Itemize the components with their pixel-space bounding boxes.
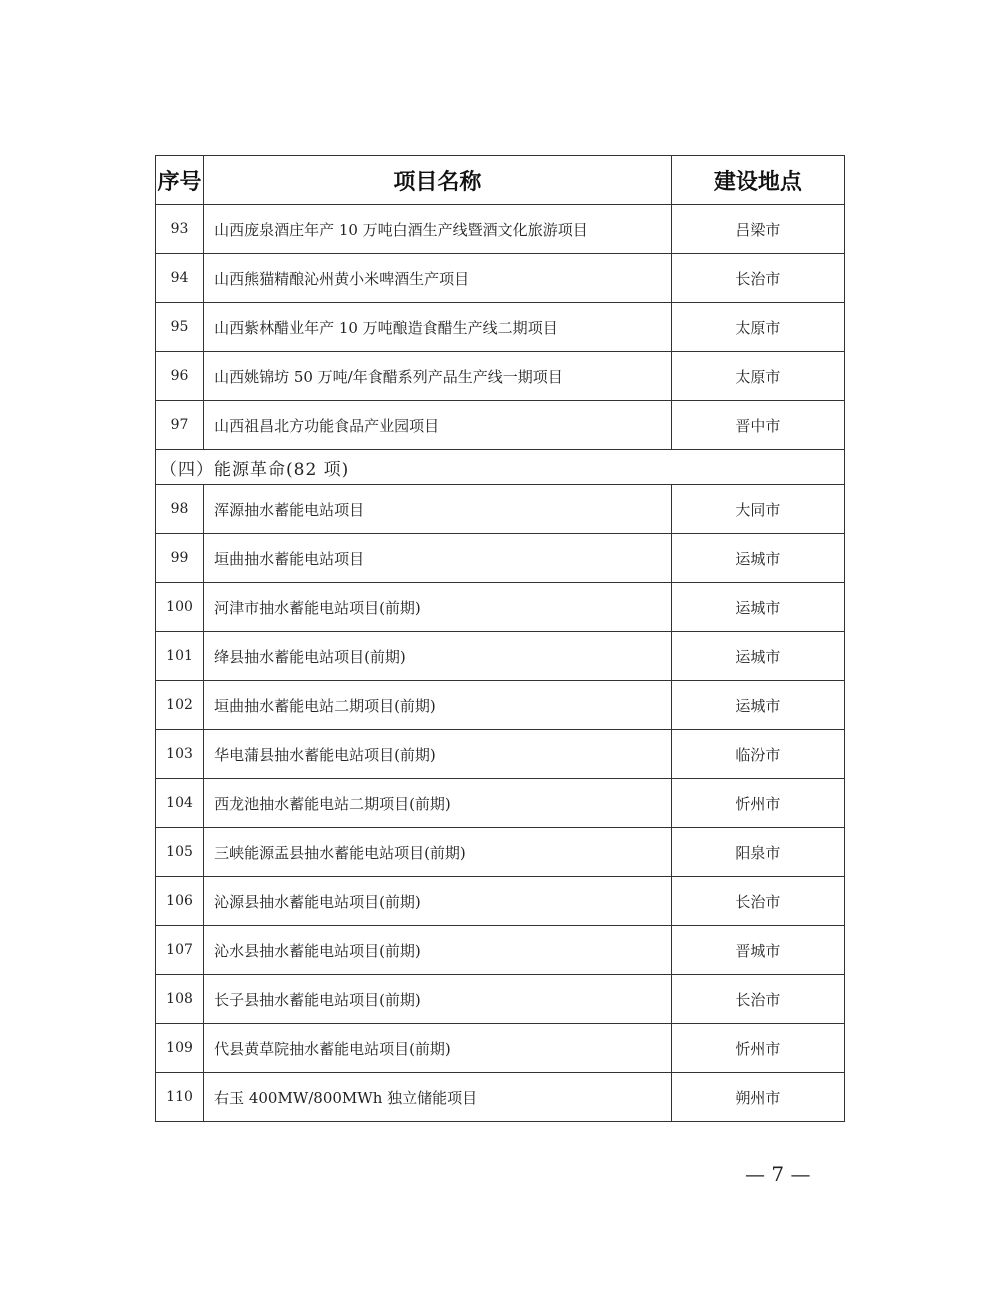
row-location: 忻州市 [671, 779, 844, 828]
row-location: 运城市 [671, 534, 844, 583]
section-group [156, 450, 845, 485]
row-project-name: 山西熊猫精酿沁州黄小米啤酒生产项目 [204, 254, 672, 303]
row-location: 长治市 [671, 975, 844, 1024]
table-row [156, 975, 845, 1024]
row-location: 阳泉市 [671, 828, 844, 877]
table-body-before-section [156, 205, 845, 450]
row-project-name: 山西庞泉酒庄年产 10 万吨白酒生产线暨酒文化旅游项目 [204, 205, 672, 254]
row-project-name: 沁源县抽水蓄能电站项目(前期) [204, 877, 672, 926]
row-project-name: 右玉 400MW/800MWh 独立储能项目 [204, 1073, 672, 1122]
table-row [156, 254, 845, 303]
row-serial-number: 95 [156, 303, 204, 352]
row-serial-number: 103 [156, 730, 204, 779]
row-project-name: 浑源抽水蓄能电站项目 [204, 485, 672, 534]
table-body-after-section [156, 485, 845, 1122]
row-serial-number: 104 [156, 779, 204, 828]
row-serial-number: 101 [156, 632, 204, 681]
row-serial-number: 108 [156, 975, 204, 1024]
row-serial-number: 107 [156, 926, 204, 975]
table-row [156, 583, 845, 632]
table-row [156, 534, 845, 583]
table-row [156, 681, 845, 730]
table-row [156, 205, 845, 254]
table-row [156, 926, 845, 975]
table-row [156, 485, 845, 534]
row-serial-number: 94 [156, 254, 204, 303]
row-serial-number: 110 [156, 1073, 204, 1122]
row-serial-number: 109 [156, 1024, 204, 1073]
project-table [155, 155, 845, 1122]
row-location: 运城市 [671, 681, 844, 730]
row-project-name: 绛县抽水蓄能电站项目(前期) [204, 632, 672, 681]
row-project-name: 三峡能源盂县抽水蓄能电站项目(前期) [204, 828, 672, 877]
row-serial-number: 102 [156, 681, 204, 730]
row-serial-number: 105 [156, 828, 204, 877]
row-location: 太原市 [671, 303, 844, 352]
header-serial-number: 序号 [156, 156, 204, 205]
row-location: 晋中市 [671, 401, 844, 450]
row-project-name: 西龙池抽水蓄能电站二期项目(前期) [204, 779, 672, 828]
row-project-name: 代县黄草院抽水蓄能电站项目(前期) [204, 1024, 672, 1073]
table-row [156, 632, 845, 681]
row-serial-number: 98 [156, 485, 204, 534]
table-row [156, 352, 845, 401]
row-location: 忻州市 [671, 1024, 844, 1073]
row-project-name: 长子县抽水蓄能电站项目(前期) [204, 975, 672, 1024]
table-row [156, 730, 845, 779]
section-title: （四）能源革命(82 项) [156, 450, 845, 485]
row-serial-number: 96 [156, 352, 204, 401]
row-location: 运城市 [671, 583, 844, 632]
row-location: 吕梁市 [671, 205, 844, 254]
row-location: 临汾市 [671, 730, 844, 779]
row-project-name: 华电蒲县抽水蓄能电站项目(前期) [204, 730, 672, 779]
table-row [156, 828, 845, 877]
row-serial-number: 93 [156, 205, 204, 254]
table-row [156, 779, 845, 828]
row-project-name: 垣曲抽水蓄能电站二期项目(前期) [204, 681, 672, 730]
row-project-name: 沁水县抽水蓄能电站项目(前期) [204, 926, 672, 975]
table-row [156, 877, 845, 926]
row-location: 太原市 [671, 352, 844, 401]
row-serial-number: 100 [156, 583, 204, 632]
row-location: 长治市 [671, 254, 844, 303]
row-project-name: 垣曲抽水蓄能电站项目 [204, 534, 672, 583]
table-row [156, 401, 845, 450]
row-project-name: 山西姚锦坊 50 万吨/年食醋系列产品生产线一期项目 [204, 352, 672, 401]
row-location: 长治市 [671, 877, 844, 926]
page-number: — 7 — [745, 1162, 811, 1186]
row-location: 朔州市 [671, 1073, 844, 1122]
row-serial-number: 106 [156, 877, 204, 926]
header-location: 建设地点 [671, 156, 844, 205]
header-project-name: 项目名称 [204, 156, 672, 205]
row-project-name: 山西祖昌北方功能食品产业园项目 [204, 401, 672, 450]
row-location: 大同市 [671, 485, 844, 534]
row-serial-number: 97 [156, 401, 204, 450]
table-row [156, 1073, 845, 1122]
row-location: 运城市 [671, 632, 844, 681]
row-project-name: 山西紫林醋业年产 10 万吨酿造食醋生产线二期项目 [204, 303, 672, 352]
row-project-name: 河津市抽水蓄能电站项目(前期) [204, 583, 672, 632]
table-row [156, 1024, 845, 1073]
row-location: 晋城市 [671, 926, 844, 975]
table-header-row [156, 156, 845, 205]
row-serial-number: 99 [156, 534, 204, 583]
table-row [156, 303, 845, 352]
section-header-row [156, 450, 845, 485]
